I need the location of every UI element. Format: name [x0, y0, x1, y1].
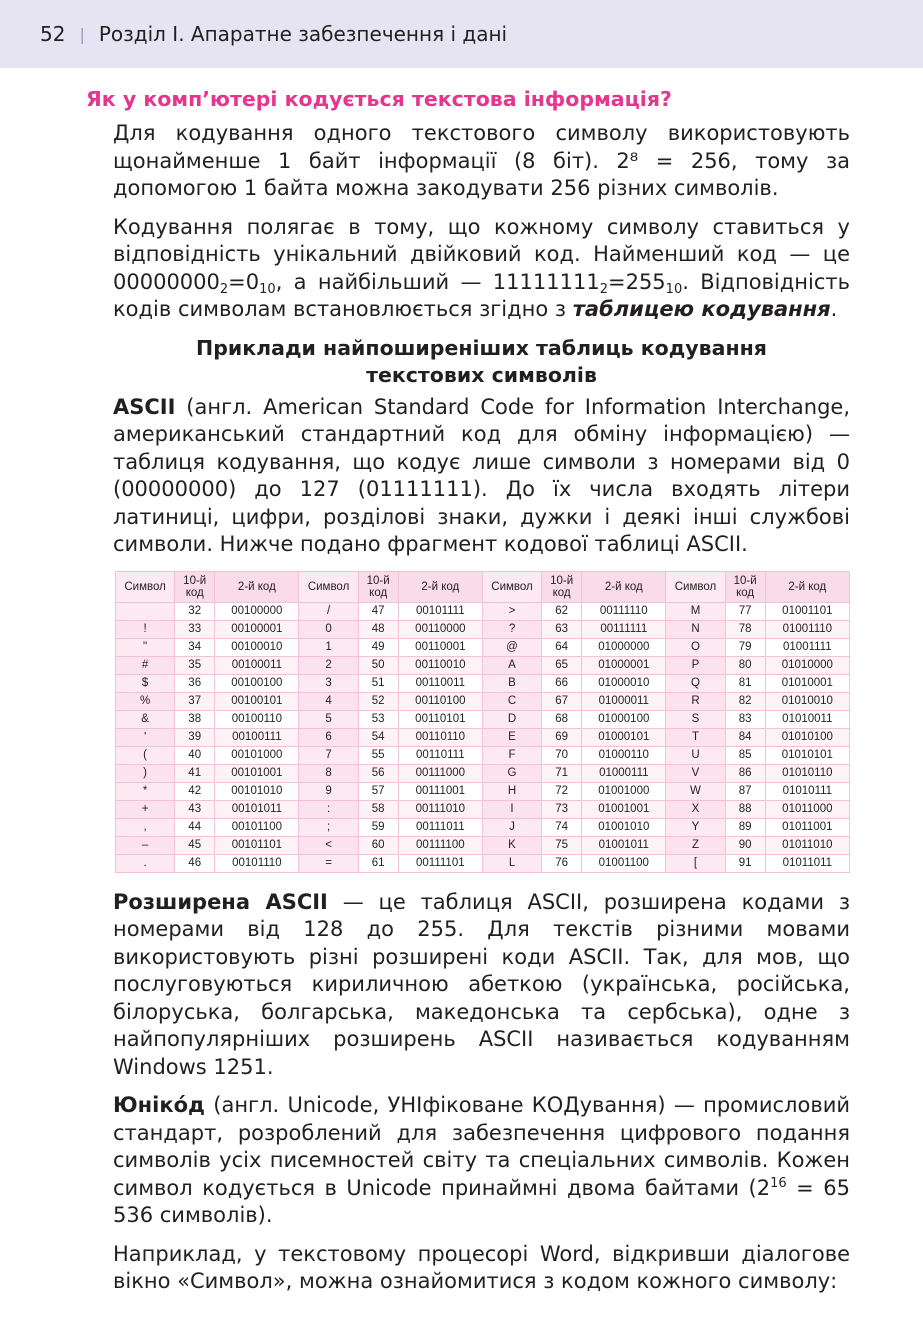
- table-cell: U: [666, 746, 725, 764]
- table-cell: 57: [358, 782, 398, 800]
- table-cell: 5: [299, 710, 358, 728]
- table-cell: T: [666, 728, 725, 746]
- ascii-table: [115, 571, 850, 873]
- table-header-cell: 2-й код: [398, 571, 482, 602]
- p2-sub3: 2: [599, 281, 608, 297]
- table-cell: S: [666, 710, 725, 728]
- table-cell: $: [116, 674, 175, 692]
- table-cell: 62: [542, 602, 582, 620]
- table-cell: 01001110: [765, 620, 849, 638]
- table-header-cell: 2-й код: [582, 571, 666, 602]
- table-cell: 51: [358, 674, 398, 692]
- table-cell: ": [116, 638, 175, 656]
- table-cell: 01001100: [582, 854, 666, 872]
- table-cell: 36: [175, 674, 215, 692]
- table-cell: 6: [299, 728, 358, 746]
- p2-text-b: =0: [228, 269, 260, 294]
- table-header-cell: Символ: [116, 571, 175, 602]
- table-cell: 4: [299, 692, 358, 710]
- table-cell: 01000100: [582, 710, 666, 728]
- table-row: [116, 728, 850, 746]
- table-cell: I: [482, 800, 541, 818]
- table-cell: Y: [666, 818, 725, 836]
- table-cell: 50: [358, 656, 398, 674]
- table-cell: 68: [542, 710, 582, 728]
- table-cell: 61: [358, 854, 398, 872]
- table-cell: 86: [725, 764, 765, 782]
- table-cell: 64: [542, 638, 582, 656]
- table-cell: 01000110: [582, 746, 666, 764]
- subheading-line2: текстових символів: [366, 362, 597, 387]
- table-cell: 67: [542, 692, 582, 710]
- table-cell: 00100110: [215, 710, 299, 728]
- table-cell: E: [482, 728, 541, 746]
- table-cell: F: [482, 746, 541, 764]
- table-cell: 49: [358, 638, 398, 656]
- table-cell: Z: [666, 836, 725, 854]
- paragraph-word-example: Наприклад, у текстовому процесорі Word, відкривши діалогове вікно «Символ», можна ознайомитися з кодом кожного символу:: [113, 1241, 850, 1293]
- table-cell: 00111101: [398, 854, 482, 872]
- table-cell: 76: [542, 854, 582, 872]
- table-cell: 2: [299, 656, 358, 674]
- table-row: [116, 746, 850, 764]
- table-cell: Q: [666, 674, 725, 692]
- table-cell: 66: [542, 674, 582, 692]
- paragraph-unicode: [0, 1092, 923, 1230]
- table-cell: 40: [175, 746, 215, 764]
- table-row: [116, 638, 850, 656]
- table-cell: 80: [725, 656, 765, 674]
- table-cell: 1: [299, 638, 358, 656]
- table-cell: 56: [358, 764, 398, 782]
- table-cell: D: [482, 710, 541, 728]
- table-cell: 00110001: [398, 638, 482, 656]
- table-cell: L: [482, 854, 541, 872]
- table-cell: >: [482, 602, 541, 620]
- table-cell: 01001010: [582, 818, 666, 836]
- table-cell: 00101101: [215, 836, 299, 854]
- header-separator: |: [79, 24, 85, 44]
- table-cell: 90: [725, 836, 765, 854]
- table-header-cell: 2-й код: [765, 571, 849, 602]
- table-cell: 83: [725, 710, 765, 728]
- table-cell: 00110110: [398, 728, 482, 746]
- table-cell: 00111010: [398, 800, 482, 818]
- table-cell: H: [482, 782, 541, 800]
- table-cell: 00111011: [398, 818, 482, 836]
- table-cell: 00100010: [215, 638, 299, 656]
- table-cell: 54: [358, 728, 398, 746]
- table-cell: 00101100: [215, 818, 299, 836]
- table-row: [116, 710, 850, 728]
- table-cell: O: [666, 638, 725, 656]
- table-cell: 79: [725, 638, 765, 656]
- table-cell: 37: [175, 692, 215, 710]
- table-cell: 35: [175, 656, 215, 674]
- table-cell: 9: [299, 782, 358, 800]
- table-cell: 48: [358, 620, 398, 638]
- table-cell: 01000000: [582, 638, 666, 656]
- p2-sub1: 2: [219, 281, 229, 297]
- table-cell: 74: [542, 818, 582, 836]
- table-cell: 00110010: [398, 656, 482, 674]
- table-cell: 55: [358, 746, 398, 764]
- table-header-cell: 10-й код: [358, 571, 398, 602]
- p2-text-d: =255: [607, 269, 666, 294]
- table-cell: [: [666, 854, 725, 872]
- table-cell: 44: [175, 818, 215, 836]
- p2-sub4: 10: [665, 281, 683, 297]
- table-cell: [116, 602, 175, 620]
- extended-ascii-term: Розширена ASCII: [113, 889, 328, 914]
- table-cell: 8: [299, 764, 358, 782]
- table-cell: 01010101: [765, 746, 849, 764]
- table-cell: 00100101: [215, 692, 299, 710]
- p2-sub2: 10: [259, 281, 276, 297]
- table-cell: 41: [175, 764, 215, 782]
- table-cell: 3: [299, 674, 358, 692]
- table-cell: 72: [542, 782, 582, 800]
- table-cell: K: [482, 836, 541, 854]
- table-cell: G: [482, 764, 541, 782]
- table-cell: <: [299, 836, 358, 854]
- table-cell: 87: [725, 782, 765, 800]
- table-row: [116, 674, 850, 692]
- table-cell: /: [299, 602, 358, 620]
- table-header-cell: Символ: [666, 571, 725, 602]
- unicode-term: Юніко́д: [113, 1093, 205, 1117]
- table-cell: 00101001: [215, 764, 299, 782]
- table-header-cell: Символ: [299, 571, 358, 602]
- table-cell: 00111001: [398, 782, 482, 800]
- table-cell: (: [116, 746, 175, 764]
- table-cell: 65: [542, 656, 582, 674]
- table-cell: P: [666, 656, 725, 674]
- paragraph-byte: Для кодування одного текстового символу використовують щонайменше 1 байт інформації (8 біт). 2⁸ = 256, тому за допомогою 1 байта можна закодувати 256 різних символів.: [113, 121, 850, 200]
- table-cell: 77: [725, 602, 765, 620]
- table-cell: 47: [358, 602, 398, 620]
- table-cell: 00110101: [398, 710, 482, 728]
- unicode-text-b: = 65 536 символів).: [113, 1175, 850, 1227]
- table-cell: +: [116, 800, 175, 818]
- table-cell: *: [116, 782, 175, 800]
- table-cell: 33: [175, 620, 215, 638]
- table-cell: 01000011: [582, 692, 666, 710]
- table-cell: 60: [358, 836, 398, 854]
- table-cell: 00101011: [215, 800, 299, 818]
- table-header-row: [116, 571, 850, 602]
- table-cell: 46: [175, 854, 215, 872]
- table-cell: 01001000: [582, 782, 666, 800]
- table-cell: 00101000: [215, 746, 299, 764]
- table-cell: 01000010: [582, 674, 666, 692]
- table-row: [116, 602, 850, 620]
- table-cell: 00110000: [398, 620, 482, 638]
- table-cell: &: [116, 710, 175, 728]
- table-cell: 00110100: [398, 692, 482, 710]
- table-cell: ?: [482, 620, 541, 638]
- table-cell: 39: [175, 728, 215, 746]
- table-row: [116, 782, 850, 800]
- chapter-title: Розділ І. Апаратне забезпечення і дані: [98, 22, 508, 46]
- table-cell: 01000111: [582, 764, 666, 782]
- p2-text-a: Кодування полягає в тому, що кожному символу ставиться у відповідність унікальний двійковий код. Найменший код — це 00000000: [113, 214, 850, 294]
- table-cell: 32: [175, 602, 215, 620]
- table-cell: 01011011: [765, 854, 849, 872]
- table-cell: 0: [299, 620, 358, 638]
- unicode-sup: 16: [770, 1175, 787, 1191]
- p2-term-emphasis: таблицею кодування: [572, 297, 831, 321]
- ascii-term: ASCII: [113, 394, 176, 419]
- table-cell: V: [666, 764, 725, 782]
- table-cell: 01001101: [765, 602, 849, 620]
- page-number: 52: [40, 22, 66, 46]
- table-row: [116, 656, 850, 674]
- table-header-cell: Символ: [482, 571, 541, 602]
- table-cell: 01001111: [765, 638, 849, 656]
- p2-text-c: , а найбільший — 11111111: [275, 269, 600, 294]
- table-cell: 34: [175, 638, 215, 656]
- table-cell: 58: [358, 800, 398, 818]
- table-cell: 01011001: [765, 818, 849, 836]
- table-cell: 70: [542, 746, 582, 764]
- table-cell: 00101010: [215, 782, 299, 800]
- table-cell: 01010000: [765, 656, 849, 674]
- table-cell: ;: [299, 818, 358, 836]
- table-cell: ): [116, 764, 175, 782]
- table-row: [116, 764, 850, 782]
- page-content: [0, 84, 923, 1307]
- table-cell: ,: [116, 818, 175, 836]
- table-cell: !: [116, 620, 175, 638]
- table-cell: 01010001: [765, 674, 849, 692]
- table-cell: 01001011: [582, 836, 666, 854]
- table-cell: 00110111: [398, 746, 482, 764]
- table-cell: 43: [175, 800, 215, 818]
- table-header-cell: 10-й код: [175, 571, 215, 602]
- table-cell: A: [482, 656, 541, 674]
- page-header: [0, 0, 923, 68]
- table-cell: 45: [175, 836, 215, 854]
- table-cell: 71: [542, 764, 582, 782]
- table-cell: 69: [542, 728, 582, 746]
- table-cell: .: [116, 854, 175, 872]
- table-cell: 00100100: [215, 674, 299, 692]
- table-cell: 01000001: [582, 656, 666, 674]
- table-cell: 01011010: [765, 836, 849, 854]
- table-cell: 00101110: [215, 854, 299, 872]
- table-cell: ʹ: [116, 728, 175, 746]
- table-cell: 52: [358, 692, 398, 710]
- ascii-text: (англ. American Standard Code for Information Interchange, американський стандартний код для обміну інформацією) — таблиця кодування, що кодує лише символи з номерами від 0 (00000000) до 127 (01111111). До їх числа входять літери латиниці, цифри, розділові знаки, дужки і деякі інші службові символи. Нижче подано фрагмент кодової таблиці ASCII.: [113, 394, 850, 556]
- table-cell: 00100011: [215, 656, 299, 674]
- table-header-cell: 10-й код: [542, 571, 582, 602]
- table-cell: :: [299, 800, 358, 818]
- table-header-cell: 2-й код: [215, 571, 299, 602]
- table-cell: 91: [725, 854, 765, 872]
- table-cell: 7: [299, 746, 358, 764]
- table-row: [116, 818, 850, 836]
- table-cell: 01001001: [582, 800, 666, 818]
- table-cell: 01010110: [765, 764, 849, 782]
- table-header-cell: 10-й код: [725, 571, 765, 602]
- table-cell: 00111111: [582, 620, 666, 638]
- table-cell: N: [666, 620, 725, 638]
- table-cell: 84: [725, 728, 765, 746]
- table-cell: 00111100: [398, 836, 482, 854]
- table-cell: 59: [358, 818, 398, 836]
- table-cell: 42: [175, 782, 215, 800]
- table-cell: 00101111: [398, 602, 482, 620]
- table-cell: 73: [542, 800, 582, 818]
- table-cell: 00100111: [215, 728, 299, 746]
- table-row: [116, 620, 850, 638]
- table-row: [116, 800, 850, 818]
- table-cell: 01000101: [582, 728, 666, 746]
- table-row: [116, 692, 850, 710]
- table-cell: 00110011: [398, 674, 482, 692]
- table-cell: 81: [725, 674, 765, 692]
- subheading: [0, 335, 923, 389]
- table-cell: 01010100: [765, 728, 849, 746]
- table-cell: R: [666, 692, 725, 710]
- table-cell: 85: [725, 746, 765, 764]
- paragraph-ascii: [0, 394, 923, 559]
- table-cell: #: [116, 656, 175, 674]
- table-cell: 78: [725, 620, 765, 638]
- table-cell: 53: [358, 710, 398, 728]
- extended-ascii-text: — це таблиця ASCII, розширена кодами з номерами від 128 до 255. Для текстів різними мовами використовують різні розширені коди ASCII. Так, для мов, що послуговуються кириличною абеткою (українська, російська, білоруська, болгарська, македонська та сербська), одне з найпопулярніших розширень ASCII називається кодуванням Windows 1251.: [113, 889, 851, 1079]
- table-cell: 38: [175, 710, 215, 728]
- table-cell: W: [666, 782, 725, 800]
- table-row: [116, 854, 850, 872]
- paragraph-encoding: [0, 214, 923, 324]
- table-cell: 01010011: [765, 710, 849, 728]
- table-cell: 01010111: [765, 782, 849, 800]
- table-cell: 00111000: [398, 764, 482, 782]
- subheading-line1: Приклади найпоширеніших таблиць кодування: [196, 335, 767, 360]
- table-cell: 82: [725, 692, 765, 710]
- table-cell: –: [116, 836, 175, 854]
- section-heading: Як у комп’ютері кодується текстова інформація?: [86, 87, 672, 111]
- table-row: [116, 836, 850, 854]
- table-cell: 75: [542, 836, 582, 854]
- p2-text-f: .: [830, 297, 838, 321]
- ascii-table-wrapper: [115, 571, 850, 873]
- table-cell: B: [482, 674, 541, 692]
- table-cell: 89: [725, 818, 765, 836]
- table-cell: 88: [725, 800, 765, 818]
- table-cell: %: [116, 692, 175, 710]
- table-cell: 01011000: [765, 800, 849, 818]
- unicode-text-a: (англ. Unicode, УНІфіковане КОДування) — промисловий стандарт, розроблений для забезпечення цифрового подання символів усіх писемностей світу та спеціальних символів. Кожен символ кодується в Unicode принаймні двома байтами (2: [113, 1093, 850, 1200]
- table-cell: M: [666, 602, 725, 620]
- table-cell: @: [482, 638, 541, 656]
- table-cell: 63: [542, 620, 582, 638]
- table-cell: J: [482, 818, 541, 836]
- table-cell: 00100001: [215, 620, 299, 638]
- paragraph-extended-ascii: [0, 889, 923, 1082]
- p2-text-e: . Відповідність кодів символам встановлюється згідно з: [113, 269, 850, 321]
- table-cell: =: [299, 854, 358, 872]
- table-cell: 01010010: [765, 692, 849, 710]
- table-cell: 00100000: [215, 602, 299, 620]
- table-cell: X: [666, 800, 725, 818]
- table-cell: 00111110: [582, 602, 666, 620]
- table-cell: C: [482, 692, 541, 710]
